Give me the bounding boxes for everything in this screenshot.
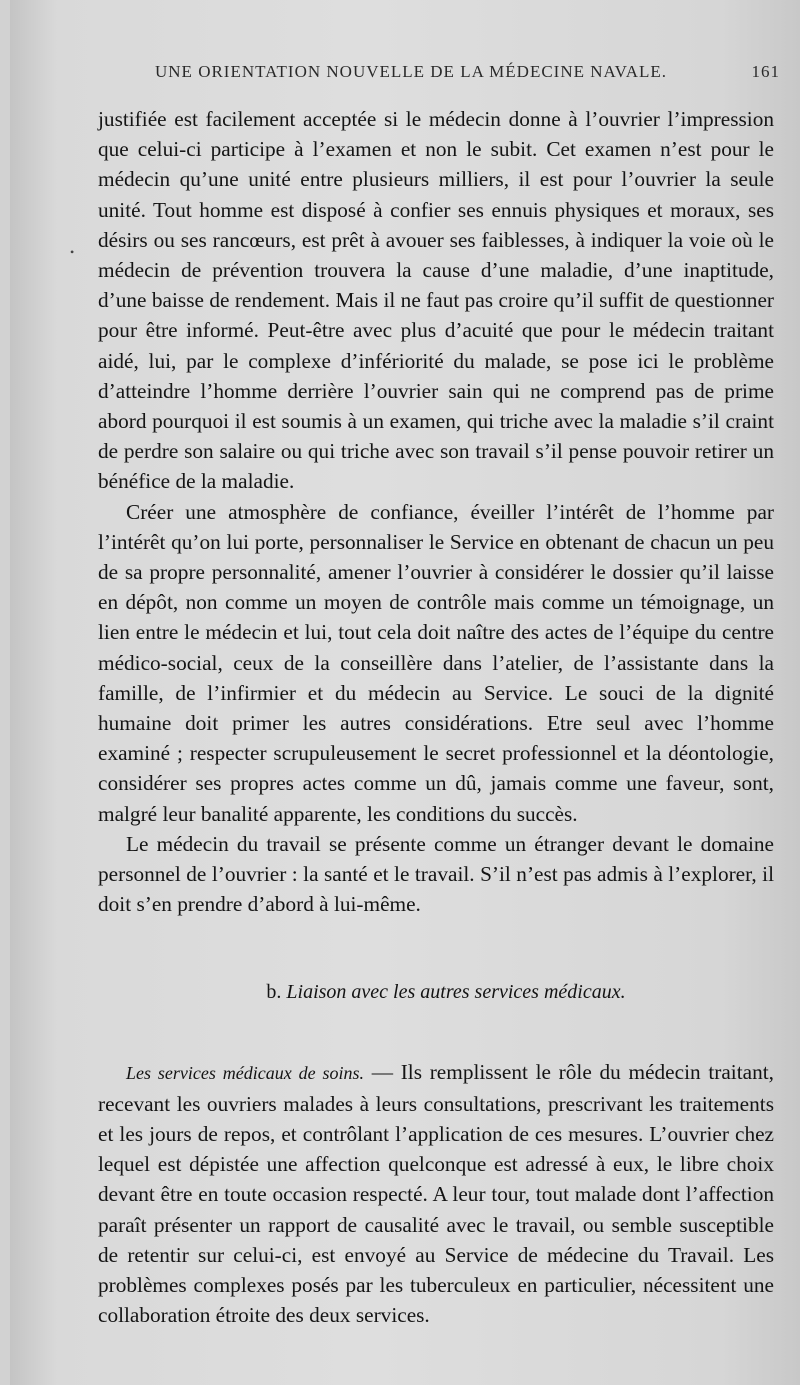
body-text (98, 104, 774, 1330)
section-title: Liaison avec les autres services médicaux. (286, 981, 626, 1004)
margin-speck: • (70, 245, 75, 259)
section-label: b. (266, 981, 282, 1004)
paragraph-services-soins (98, 1057, 774, 1330)
paragraph-stranger: Le médecin du travail se présente comme un étranger devant le domaine personnel de l’ouvrier : la santé et le travail. S’il n’est pas admis à l’explorer, il doit s’en prendre d’abord à lui-même. (98, 831, 774, 917)
paragraph-services-text: — Ils remplissent le rôle du médecin traitant, recevant les ouvriers malades à leurs consultations, prescrivant les traitements et les jours de repos, et contrôlant l’application de ces mesures. L’ouvrier chez lequel est dépistée une affection quelconque est adressé à eux, le libre choix devant être en toute occasion respecté. A leur tour, tout malade dont l’affection paraît présenter un rapport de causalité avec le travail, ou semble susceptible de retentir sur celui-ci, est envoyé au Service de médecine du Travail. Les problèmes complexes posés par les tuberculeux en particulier, nécessitent une collaboration étroite des deux services. (98, 1060, 774, 1328)
page-header (90, 62, 780, 88)
book-page (10, 0, 800, 1385)
page-number: 161 (751, 62, 780, 81)
run-in-heading: Les services médicaux de soins. (126, 1063, 364, 1084)
running-head: UNE ORIENTATION NOUVELLE DE LA MÉDECINE NAVALE. (155, 62, 667, 81)
paragraph-continuation: justifiée est facilement acceptée si le médecin donne à l’ouvrier l’impression que celui-ci participe à l’examen et non le subit. Cet examen n’est pour le médecin qu’une unité entre plusieurs milliers, il est pour l’ouvrier la seule unité. Tout homme est disposé à confier ses ennuis physiques et moraux, ses désirs ou ses rancœurs, est prêt à avouer ses faiblesses, à indiquer la voie où le médecin de prévention trouvera la cause d’une maladie, d’une inaptitude, d’une baisse de rendement. Mais il ne faut pas croire qu’il suffit de questionner pour être informé. Peut-être avec plus d’acuité que pour le médecin traitant aidé, lui, par le complexe d’infériorité du malade, se pose ici le problème d’atteindre l’homme derrière l’ouvrier sain qui ne comprend pas de prime abord pourquoi il est soumis à un examen, qui triche avec la maladie s’il craint de perdre son salaire ou qui triche avec son travail s’il pense pouvoir retirer un bénéfice de la maladie. (98, 107, 774, 494)
paragraph-confidence: Créer une atmosphère de confiance, éveiller l’intérêt de l’homme par l’intérêt qu’on lui porte, personnaliser le Service en obtenant de chacun un peu de sa propre personnalité, amener l’ouvrier à considérer le dossier qu’il laisse en dépôt, non comme un moyen de contrôle mais comme un témoignage, un lien entre le médecin et lui, tout cela doit naître des actes de l’équipe du centre médico-social, ceux de la conseillère dans l’atelier, de l’assistante dans la famille, de l’infirmier et du médecin au Service. Le souci de la dignité humaine doit primer les autres considérations. Etre seul avec l’homme examiné ; respecter scrupuleusement le secret professionnel et la déontologie, considérer ses propres actes comme un dû, jamais comme une faveur, sont, malgré leur banalité apparente, les conditions du succès. (98, 499, 774, 826)
section-heading (98, 977, 774, 1007)
